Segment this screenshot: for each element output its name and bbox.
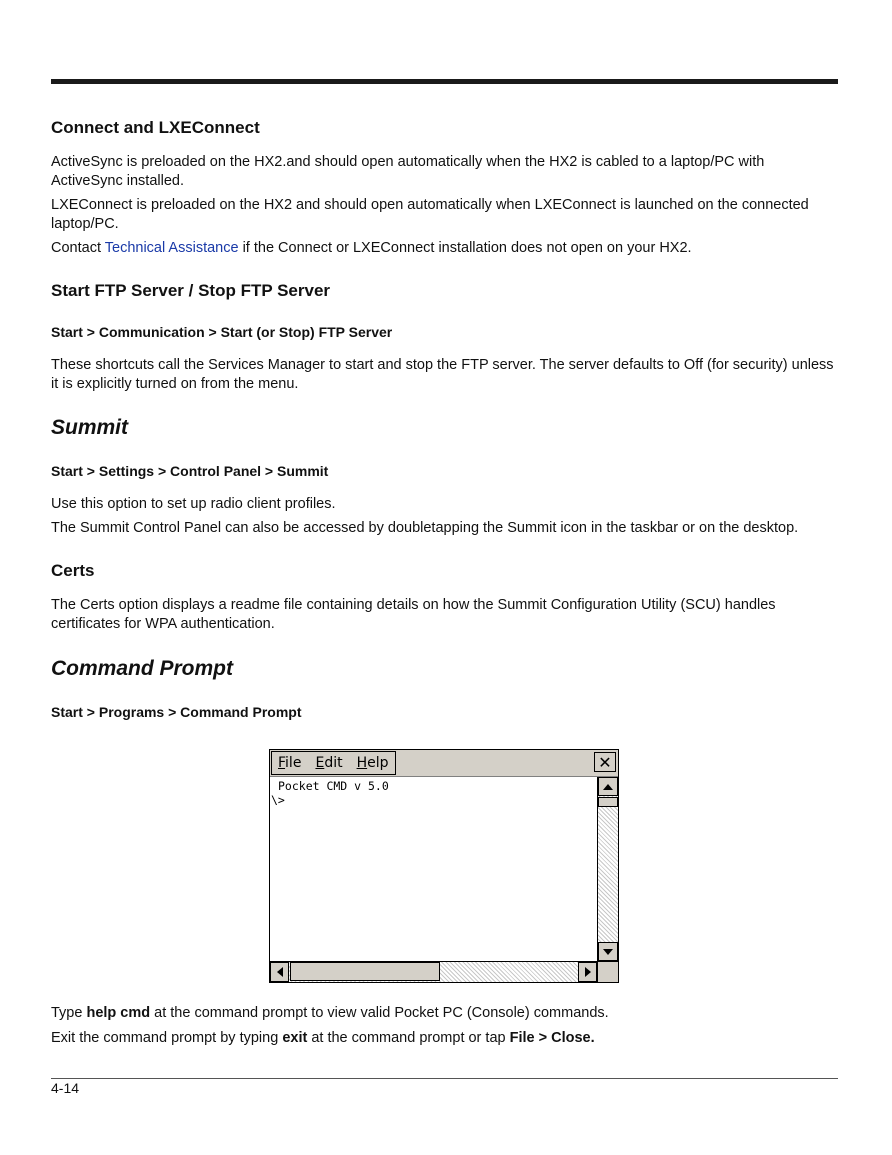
arrow-right-icon [585,967,591,977]
console-version-line: Pocket CMD v 5.0 [278,779,389,793]
paragraph-summit-profiles: Use this option to set up radio client profiles. [51,496,336,512]
paragraph-lxeconnect: LXEConnect is preloaded on the HX2 and should open automatically when LXEConnect is launched on the connected laptop/PC. [51,197,809,232]
paragraph-certs: The Certs option displays a readme file containing details on how the Summit Configuration Utility (SCU) handles certificates for WPA authentication. [51,597,776,632]
contact-suffix: if the Connect or LXEConnect installation does not open on your HX2. [238,240,692,256]
scroll-down-button[interactable] [598,942,618,961]
file-close-text: File > Close. [509,1030,595,1046]
scroll-right-button[interactable] [578,962,597,982]
menu-group [271,751,396,775]
page-number: 4-14 [51,1080,80,1096]
paragraph-contact [51,239,838,258]
heading-connect: Connect and LXEConnect [51,118,260,137]
heading-command-prompt: Command Prompt [51,657,234,680]
paragraph-ftp: These shortcuts call the Services Manager to start and stop the FTP server. The server defaults to Off (for security) unless it is explicitly turned on from the menu. [51,357,834,392]
heading-certs: Certs [51,561,95,580]
arrow-down-icon [603,949,613,955]
scroll-left-button[interactable] [270,962,289,982]
header-rule [51,79,838,84]
paragraph-help-cmd: Type help cmd at the command prompt to view valid Pocket PC (Console) commands. [51,1005,609,1021]
menu-file[interactable]: File [278,755,302,771]
heading-ftp: Start FTP Server / Stop FTP Server [51,281,331,300]
heading-summit: Summit [51,416,129,439]
exit-text: exit [282,1030,308,1046]
close-button[interactable] [594,752,616,772]
console-output[interactable] [270,777,597,961]
arrow-up-icon [603,784,613,790]
scroll-up-button[interactable] [598,777,618,796]
scrollbar-corner [597,961,618,982]
menu-path-command-prompt: Start > Programs > Command Prompt [51,704,302,720]
pocket-cmd-window [269,749,619,983]
arrow-left-icon [277,967,283,977]
menu-path-summit: Start > Settings > Control Panel > Summit [51,463,329,479]
console-prompt-line: \> [271,793,285,807]
menu-help[interactable]: Help [356,755,389,771]
close-icon: ✕ [598,752,612,772]
menu-edit[interactable]: Edit [315,755,343,771]
help-cmd-text: help cmd [86,1005,151,1021]
paragraph-summit-access: The Summit Control Panel can also be accessed by doubletapping the Summit icon in the taskbar or on the desktop. [51,520,799,536]
footer-rule [51,1078,838,1079]
paragraph-activesync: ActiveSync is preloaded on the HX2.and should open automatically when the HX2 is cabled to a laptop/PC with ActiveSync installed. [51,154,765,189]
paragraph-exit: Exit the command prompt by typing exit at the command prompt or tap File > Close. [51,1030,595,1046]
horizontal-scrollbar[interactable] [270,961,597,982]
horizontal-scroll-thumb[interactable] [290,962,440,981]
contact-prefix: Contact [51,240,105,256]
vertical-scrollbar[interactable] [597,777,618,961]
menu-path-ftp: Start > Communication > Start (or Stop) FTP Server [51,324,393,340]
menu-bar [270,750,618,777]
technical-assistance-link[interactable]: Technical Assistance [104,240,239,256]
vertical-scroll-thumb[interactable] [598,797,618,807]
